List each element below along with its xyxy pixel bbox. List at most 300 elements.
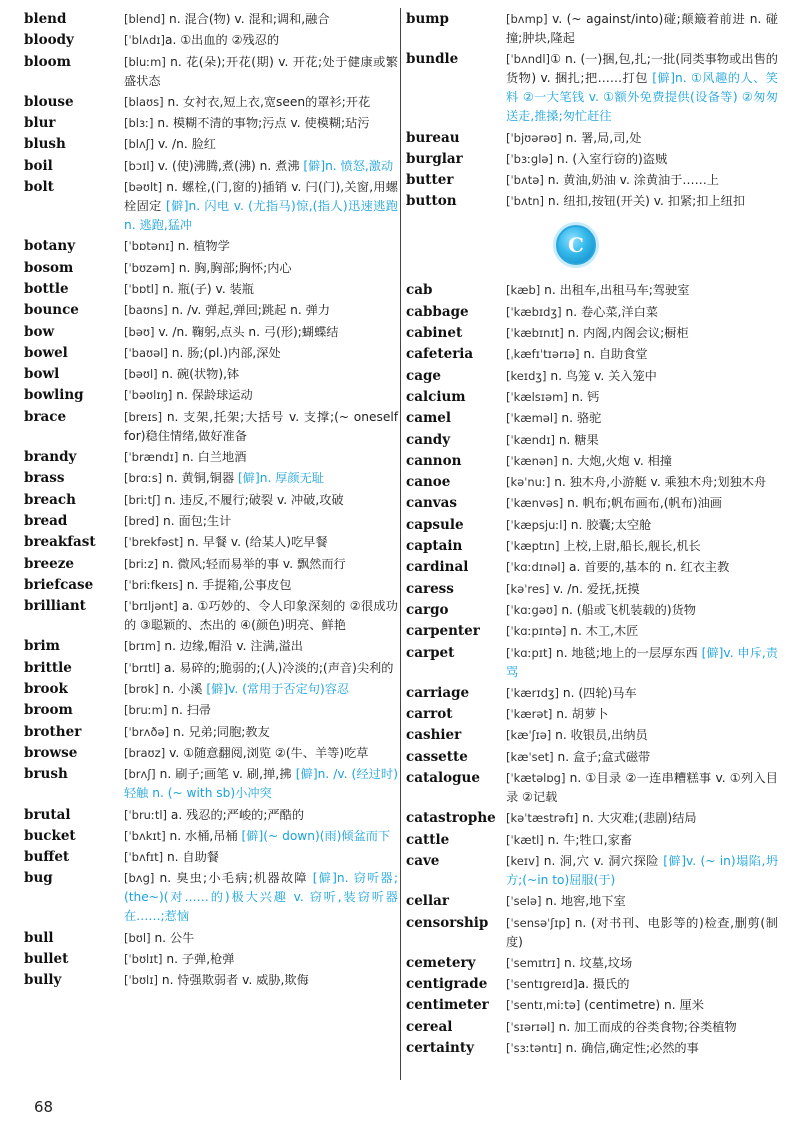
dictionary-entry [406, 10, 778, 48]
pronunciation: [ˈkærət] [506, 707, 553, 722]
dictionary-entry [406, 452, 778, 471]
dictionary-entry [406, 601, 778, 620]
dictionary-entry [24, 53, 398, 91]
headword: capsule [406, 516, 464, 533]
definition [124, 344, 398, 363]
headword: blend [24, 11, 67, 27]
meaning-text: n. 骆驼 [557, 411, 602, 426]
pronunciation: [ˈbɒtənɪ] [124, 239, 174, 254]
headword: brittle [24, 659, 72, 676]
definition [506, 601, 778, 620]
pronunciation: [ˈbrɪljənt] [124, 599, 178, 614]
headword: brilliant [24, 598, 86, 615]
definition [506, 622, 778, 641]
pronunciation: [ˈbruːtl] [124, 807, 168, 822]
headword: carriage [406, 684, 470, 701]
meaning-text: n. 糖果 [554, 432, 599, 447]
meaning-text: n. 公牛 [150, 930, 195, 945]
definition [124, 637, 398, 656]
meaning-text: n. 确信,确定性;必然的事 [561, 1040, 699, 1055]
pronunciation: [ˈkætl] [506, 832, 544, 847]
headword: bundle [406, 51, 459, 68]
definition [124, 680, 398, 699]
column-divider [400, 8, 401, 1080]
definition [506, 129, 778, 148]
headword: cage [406, 367, 441, 384]
pronunciation: [ˈkænvəs] [506, 496, 564, 511]
pronunciation: [bɔɪl] [124, 158, 155, 173]
definition [506, 892, 778, 911]
headword: brush [24, 766, 68, 783]
definition [506, 473, 778, 492]
definition [124, 178, 398, 235]
headword: brass [24, 470, 65, 487]
definition [506, 50, 778, 126]
headword: cafeteria [406, 346, 474, 363]
rare-meaning: [僻](~ down)(雨)倾盆而下 [241, 828, 391, 843]
dictionary-entry [406, 516, 778, 535]
pronunciation: [bəʊlt] [124, 180, 163, 195]
definition [506, 954, 778, 973]
dictionary-entry [406, 409, 778, 428]
definition [506, 171, 778, 190]
pronunciation: [ˈsɜːtəntɪ] [506, 1040, 562, 1055]
headword: butter [406, 172, 454, 189]
dictionary-entry [24, 10, 398, 29]
meaning-text: n. 刷子;画笔 v. 刷,掸,拂 [155, 767, 296, 782]
pronunciation: [ˈbɜːglə] [506, 151, 553, 166]
dictionary-entry [24, 386, 398, 405]
pronunciation: [ˈsentɪgreɪd] [506, 977, 578, 992]
definition [124, 659, 398, 678]
pronunciation: [bʌmp] [506, 12, 548, 26]
pronunciation: [ˈbjʊərəʊ] [506, 130, 562, 145]
definition [506, 831, 778, 850]
rare-meaning: [僻]v. 申斥,责骂 [506, 645, 778, 679]
rare-meaning: [僻]n. 厚颜无耻 [238, 471, 324, 486]
dictionary-entry [406, 809, 778, 828]
definition [506, 809, 778, 828]
dictionary-entry [24, 555, 398, 574]
meaning-text: n. (入室行窃的)盗贼 [553, 151, 668, 166]
definition [506, 769, 778, 807]
definition [124, 93, 398, 112]
meaning-text: n. 臭虫;小毛病;机器故障 [154, 871, 313, 886]
meaning-text: n. 自助食堂 [579, 347, 648, 362]
pronunciation: [briːz] [124, 556, 159, 571]
meaning-text: n. 碗(状物),钵 [157, 367, 240, 382]
headword: blouse [24, 93, 74, 110]
headword: blur [24, 115, 56, 132]
dictionary-entry [24, 259, 398, 278]
dictionary-entry [24, 701, 398, 720]
meaning-text: n. 大灾难;(悲剧)结局 [578, 811, 697, 826]
right-column [406, 10, 778, 1060]
dictionary-entry [406, 622, 778, 641]
headword: bread [24, 512, 68, 529]
definition [506, 748, 778, 767]
dictionary-entry [406, 684, 778, 703]
pronunciation: [bəʊ] [124, 324, 155, 339]
dictionary-entry [24, 512, 398, 531]
meaning-text: n. ①目录 ②一连串糟糕事 v. ①列入目录 ②记载 [506, 771, 778, 805]
definition [124, 10, 398, 29]
definition [506, 281, 778, 300]
meaning-text: n. 鸟笼 v. 关入笼中 [546, 368, 657, 383]
definition [506, 996, 778, 1015]
headword: cemetery [406, 954, 476, 971]
pronunciation: [keɪdʒ] [506, 368, 547, 383]
meaning-text: n. 面包;生计 [159, 513, 232, 528]
headword: bolt [24, 179, 54, 196]
dictionary-entry [24, 157, 398, 176]
left-column [24, 10, 398, 993]
definition [506, 580, 778, 599]
meaning-text: n. 黄油,奶油 v. 涂黄油于……上 [543, 173, 719, 188]
pronunciation: [ˈbɒtl] [124, 281, 159, 296]
dictionary-entry [24, 723, 398, 742]
dictionary-entry [24, 344, 398, 363]
dictionary-entry [406, 914, 778, 952]
dictionary-entry [406, 892, 778, 911]
dictionary-entry [24, 680, 398, 699]
meaning-text: n. 扫帚 [167, 703, 212, 718]
meaning-text: n. 肠;(pl.)内部,深处 [167, 345, 281, 360]
definition [506, 303, 778, 322]
meaning-text: n. 模糊不清的事物;污点 v. 使模糊;玷污 [153, 116, 370, 131]
pronunciation: [ˈbriːfkeɪs] [124, 577, 183, 592]
pronunciation: [bred] [124, 513, 160, 528]
pronunciation: [brʊk] [124, 682, 159, 697]
dictionary-entry [406, 852, 778, 890]
definition [506, 705, 778, 724]
meaning-text: n. 水桶,吊桶 [165, 828, 242, 843]
pronunciation: [blʌʃ] [124, 137, 155, 152]
definition [124, 723, 398, 742]
pronunciation: [kæb] [506, 283, 541, 298]
definition [506, 1018, 778, 1037]
definition [506, 324, 778, 343]
meaning-text: n. 加工而成的谷类食物;谷类植物 [554, 1019, 737, 1034]
pronunciation: [keɪv] [506, 853, 540, 868]
pronunciation: [bʊl] [124, 930, 151, 945]
definition [124, 323, 398, 342]
pronunciation: [kəˈtæstrəfɪ] [506, 811, 579, 826]
meaning-text: v. /n. 爱抚,抚摸 [549, 581, 640, 596]
rare-meaning: [僻]v. (常用于否定句)容忍 [206, 682, 350, 697]
rare-meaning: [僻]n. /v. (经过时)轻触 n. (~ with sb)小冲突 [124, 767, 398, 801]
headword: cashier [406, 727, 462, 744]
meaning-text: a. 摄氏的 [577, 977, 630, 992]
headword: catastrophe [406, 810, 496, 827]
headword: boil [24, 157, 53, 174]
definition [506, 345, 778, 364]
dictionary-entry [24, 848, 398, 867]
pronunciation: [ˈkɑːgəʊ] [506, 602, 558, 617]
pronunciation: [bʌg] [124, 871, 155, 886]
headword: centimeter [406, 997, 489, 1014]
headword: canoe [406, 474, 451, 491]
headword: bottle [24, 280, 69, 297]
dictionary-entry [24, 408, 398, 446]
rare-meaning: [僻]n. 闪电 v. (尤指马)惊,(指人)迅速逃跑 n. 逃跑,猛冲 [124, 199, 398, 233]
pronunciation: [bruːm] [124, 703, 168, 718]
definition [124, 237, 398, 256]
definition [124, 971, 398, 990]
headword: calcium [406, 388, 466, 405]
definition [124, 597, 398, 635]
definition [124, 765, 398, 803]
dictionary-entry [406, 150, 778, 169]
definition [506, 852, 778, 890]
headword: bucket [24, 827, 76, 844]
definition [124, 533, 398, 552]
meaning-text: n. 洞,穴 v. 洞穴探险 [539, 853, 664, 868]
meaning-text: a. 首要的,基本的 n. 红衣主教 [565, 560, 730, 575]
headword: bureau [406, 129, 460, 146]
dictionary-entry [406, 192, 778, 211]
headword: cassette [406, 748, 468, 765]
headword: bully [24, 972, 62, 989]
headword: cardinal [406, 559, 469, 576]
dictionary-entry [406, 975, 778, 994]
meaning-text: n. 胸,胸部;胸怀;内心 [174, 260, 292, 275]
definition [506, 684, 778, 703]
definition [124, 408, 398, 446]
definition [124, 701, 398, 720]
section-letter-badge [556, 225, 596, 265]
dictionary-entry [406, 1039, 778, 1058]
dictionary-entry [406, 303, 778, 322]
pronunciation: [brʌʃ] [124, 767, 156, 782]
pronunciation: [bəʊl] [124, 367, 158, 382]
definition [124, 576, 398, 595]
pronunciation: [kæˈʃɪə] [506, 728, 552, 743]
pronunciation: [ˈkɑːdɪnəl] [506, 560, 566, 575]
dictionary-entry [24, 178, 398, 235]
meaning-text: n. 大炮,火炮 v. 相撞 [557, 453, 672, 468]
headword: bowl [24, 366, 60, 383]
definition [124, 950, 398, 969]
pronunciation: [ˈkætəlɒg] [506, 771, 566, 786]
definition [124, 744, 398, 763]
dictionary-entry [24, 114, 398, 133]
meaning-text: n. 混合(物) v. 混和;调和,融合 [165, 12, 330, 26]
meaning-text: n. 地毯;地上的一层厚东西 [552, 645, 702, 660]
dictionary-entry [406, 954, 778, 973]
pronunciation: [ˈkɑːpɪntə] [506, 624, 567, 639]
pronunciation: [blɜː] [124, 116, 154, 131]
headword: browse [24, 744, 78, 761]
pronunciation: [ˈbrʌðə] [124, 724, 170, 739]
dictionary-entry [24, 765, 398, 803]
headword: bow [24, 323, 55, 340]
definition [506, 537, 778, 556]
headword: centigrade [406, 976, 488, 993]
meaning-text: n. /v. 弹起,弹回;跳起 n. 弹力 [167, 303, 331, 318]
meaning-text: n. 违反,不履行;破裂 v. 冲破,攻破 [160, 492, 344, 507]
headword: breeze [24, 555, 74, 572]
meaning-text: n. 早餐 v. (给某人)吃早餐 [183, 535, 328, 550]
headword: canvas [406, 495, 457, 512]
meaning-text: n. 支架,托架;大括号 v. 支撑;(~ oneself for)稳住情绪,做好准备 [124, 409, 398, 443]
headword: cargo [406, 601, 449, 618]
meaning-text: n. 盒子;盒式磁带 [553, 749, 651, 764]
dictionary-entry [24, 659, 398, 678]
meaning-text: n. 地窖,地下室 [541, 894, 626, 909]
dictionary-entry [24, 237, 398, 256]
headword: cereal [406, 1018, 453, 1035]
meaning-text: n. (船或飞机装载的)货物 [557, 602, 696, 617]
dictionary-entry [24, 365, 398, 384]
headword: bull [24, 929, 54, 946]
meaning-text: n. (四轮)马车 [559, 685, 637, 700]
definition [506, 558, 778, 577]
dictionary-entry [406, 367, 778, 386]
pronunciation: [ˈselə] [506, 894, 542, 909]
pronunciation: [ˈkæpsjuːl] [506, 517, 567, 532]
headword: bounce [24, 302, 79, 319]
definition [506, 644, 778, 682]
dictionary-entry [406, 431, 778, 450]
meaning-text: n. 微风;轻而易举的事 v. 飘然而行 [158, 556, 346, 571]
pronunciation: [ˈbʌtn] [506, 194, 545, 209]
meaning-text: n. 子弹,枪弹 [162, 951, 235, 966]
definition [124, 114, 398, 133]
headword: bump [406, 11, 449, 27]
headword: bullet [24, 950, 69, 967]
dictionary-entry [406, 831, 778, 850]
meaning-text: n. 卷心菜,洋白菜 [561, 304, 658, 319]
headword: carpet [406, 644, 455, 661]
meaning-text: a. 残忍的;严峻的;严酷的 [167, 807, 305, 822]
pronunciation: [ˈkælsɪəm] [506, 389, 568, 404]
definition [124, 53, 398, 91]
headword: broom [24, 702, 73, 719]
meaning-text: n. 钙 [567, 389, 600, 404]
pronunciation: [breɪs] [124, 409, 163, 424]
headword: bloody [24, 32, 74, 49]
dictionary-entry [24, 469, 398, 488]
definition [124, 31, 398, 50]
headword: brace [24, 408, 67, 425]
headword: certainty [406, 1039, 474, 1056]
definition [506, 975, 778, 994]
meaning-text: n. 保龄球运动 [172, 388, 253, 403]
pronunciation: [ˈsensəˈʃɪp] [506, 915, 571, 930]
pronunciation: [brɪm] [124, 639, 161, 654]
definition [506, 150, 778, 169]
meaning-text: n. 自助餐 [163, 850, 219, 865]
pronunciation: [ˈbʌndl] [506, 52, 551, 67]
headword: botany [24, 238, 76, 255]
headword: cave [406, 852, 440, 869]
headword: captain [406, 538, 463, 555]
definition [506, 1039, 778, 1058]
pronunciation: [ˈbʊzəm] [124, 260, 175, 275]
meaning-text: n. 边缘,帽沿 v. 注满,溢出 [160, 639, 303, 654]
meaning-text: v. ①随意翻阅,浏览 ②(牛、羊等)吃草 [165, 745, 369, 760]
definition [506, 388, 778, 407]
meaning-text: n. 黄铜,铜器 [162, 471, 239, 486]
pronunciation: [ˈkænən] [506, 453, 558, 468]
definition [124, 491, 398, 510]
dictionary-entry [24, 135, 398, 154]
definition [506, 452, 778, 471]
pronunciation: [ˈkæməl] [506, 411, 558, 426]
right-column-bottom-entries [406, 281, 778, 1058]
definition [124, 469, 398, 488]
headword: briefcase [24, 576, 94, 593]
definition [124, 512, 398, 531]
pronunciation: [ˈsentɪˌmiːtə] [506, 998, 581, 1013]
meaning-text: n. 手提箱,公事皮包 [182, 577, 292, 592]
meaning-text: n. 独木舟,小游艇 v. 乘独木舟;划独木舟 [550, 475, 767, 490]
pronunciation: [ˈkɑːpɪt] [506, 645, 553, 660]
meaning-text: n. 白兰地酒 [178, 450, 247, 465]
pronunciation: [ˈbʊlɪt] [124, 951, 163, 966]
pronunciation: [blend] [124, 12, 166, 26]
definition [124, 848, 398, 867]
pronunciation: [ˈkærɪdʒ] [506, 685, 560, 700]
headword: caress [406, 580, 454, 597]
page-number: 68 [34, 1098, 54, 1116]
definition [506, 494, 778, 513]
headword: carrot [406, 706, 453, 723]
pronunciation: [ˈbaʊəl] [124, 345, 168, 360]
headword: brother [24, 723, 82, 740]
headword: cab [406, 282, 433, 299]
meaning-text: n. 内阁,内阁会议;橱柜 [563, 326, 689, 341]
headword: camel [406, 410, 451, 427]
headword: bowel [24, 344, 68, 361]
meaning-text: n. 帆布;帆布画布,(帆布)油画 [563, 496, 722, 511]
pronunciation: [ˈkæptɪn] [506, 539, 560, 554]
dictionary-entry [406, 996, 778, 1015]
rare-meaning: [僻]n. ①风趣的人、笑料 ②一大笔钱 v. ①额外免费提供(设备等) ②匆匆送走,推搡;匆忙赶往 [506, 71, 778, 124]
pronunciation: [ˈkæbɪdʒ] [506, 304, 562, 319]
rare-meaning: [僻]v. (~ in)塌陷,坍方;(~in to)屈服(于) [506, 853, 779, 887]
pronunciation: [brɑːs] [124, 471, 163, 486]
headword: cabinet [406, 325, 463, 342]
dictionary-entry [406, 171, 778, 190]
definition [506, 914, 778, 952]
definition [124, 827, 398, 846]
headword: cellar [406, 893, 449, 910]
meaning-text: n. 小溪 [158, 682, 207, 697]
meaning-text: n. 植物学 [173, 239, 230, 254]
dictionary-entry [24, 950, 398, 969]
dictionary-entry [24, 491, 398, 510]
headword: bloom [24, 53, 71, 70]
definition [124, 157, 398, 176]
dictionary-entry [24, 827, 398, 846]
meaning-text: n. 螺栓,(门,窗的)插销 v. 闩(门),关窗,用螺栓固定 [124, 180, 398, 214]
headword: breakfast [24, 534, 96, 551]
dictionary-entry [24, 301, 398, 320]
meaning-text: a. ①出血的 ②残忍的 [165, 33, 280, 48]
dictionary-entry [406, 494, 778, 513]
dictionary-entry [24, 323, 398, 342]
dictionary-entry [406, 726, 778, 745]
definition [124, 280, 398, 299]
meaning-text: n. 兄弟;同胞;教友 [169, 724, 270, 739]
dictionary-entry [406, 558, 778, 577]
definition [124, 806, 398, 825]
meaning-text: n. 牛;牲口,家畜 [543, 832, 633, 847]
dictionary-entry [24, 533, 398, 552]
meaning-text: v. /n. 脸红 [154, 137, 216, 152]
